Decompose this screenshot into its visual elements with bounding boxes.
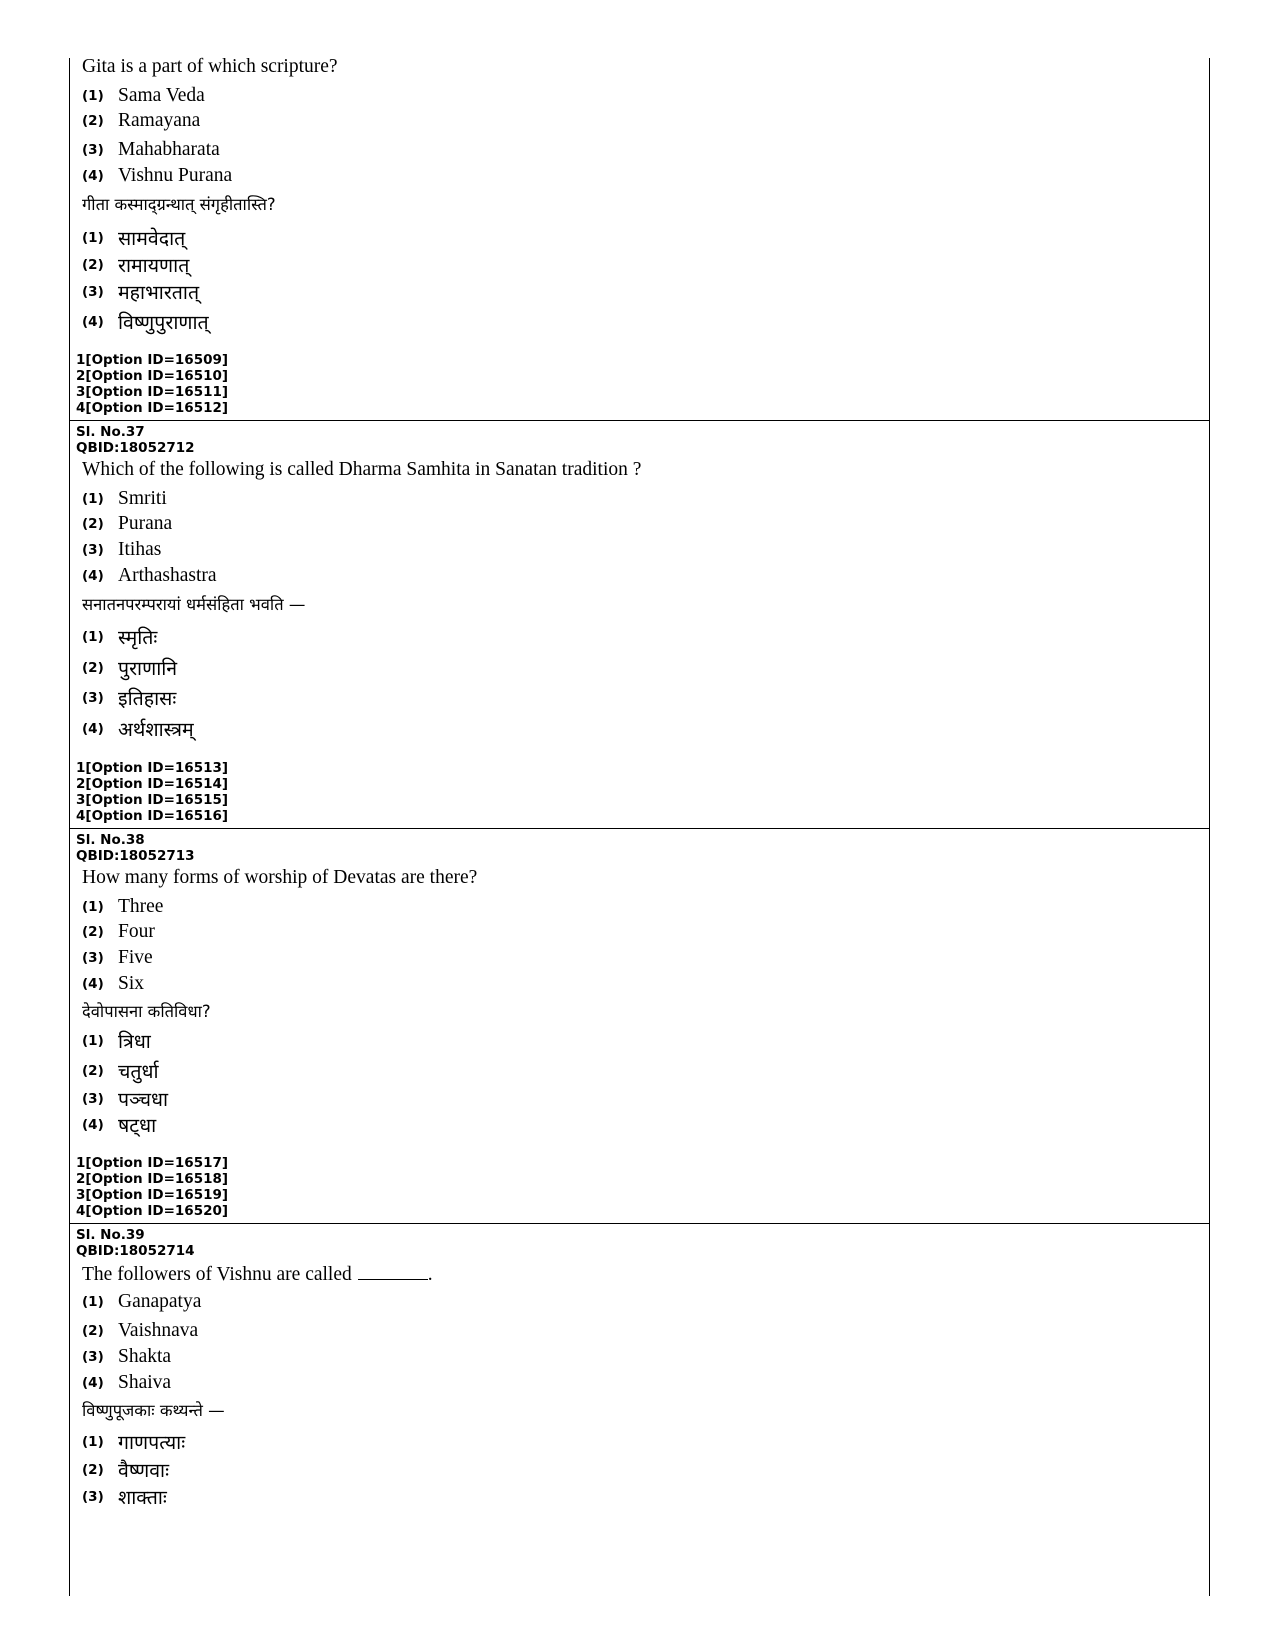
question-text-hi: गीता कस्माद्ग्रन्थात् संगृहीतास्ति?	[82, 195, 276, 214]
option-number: (4)	[82, 1375, 104, 1391]
serial-number: Sl. No.37	[76, 424, 145, 440]
option-text: पुराणानि	[118, 659, 178, 680]
option-ids	[76, 352, 228, 416]
option-number: (1)	[82, 491, 104, 507]
option-id: 1[Option ID=16513]	[76, 760, 229, 776]
option-id: 1[Option ID=16517]	[76, 1155, 229, 1171]
option-number: (2)	[82, 1461, 104, 1478]
option-id: 2[Option ID=16514]	[76, 776, 229, 792]
option-3-en	[82, 139, 220, 163]
option-text: अर्थशास्त्रम्	[118, 720, 194, 741]
question-text-en: How many forms of worship of Devatas are there?	[82, 867, 478, 888]
option-text: Vishnu Purana	[118, 165, 233, 186]
option-text: शाक्ताः	[118, 1488, 167, 1509]
option-2-hi	[82, 251, 189, 275]
question-text-hi: सनातनपरम्परायां धर्मसंहिता भवति —	[82, 595, 306, 614]
option-number: (2)	[82, 659, 104, 676]
option-text: षट्धा	[118, 1116, 157, 1137]
option-1-hi	[82, 224, 185, 248]
option-text: चतुर्धा	[118, 1062, 159, 1083]
qbid: QBID:18052712	[76, 440, 195, 456]
option-number: (2)	[82, 1062, 104, 1079]
option-number: (2)	[82, 1323, 104, 1339]
option-3-en	[82, 1346, 171, 1370]
option-text: गाणपत्याः	[118, 1433, 186, 1454]
option-id: 2[Option ID=16510]	[76, 368, 229, 384]
question-paper-page	[69, 58, 1210, 1596]
option-text: Ramayana	[118, 110, 201, 131]
option-1-hi	[82, 623, 157, 647]
question-37	[70, 424, 1209, 828]
option-number: (3)	[82, 689, 104, 706]
option-2-en	[82, 921, 155, 945]
option-4-en	[82, 165, 232, 189]
option-2-hi	[82, 654, 177, 678]
option-text: Arthashastra	[118, 565, 217, 586]
serial-number: Sl. No.38	[76, 832, 145, 848]
option-4-hi	[82, 308, 209, 332]
option-text: Shakta	[118, 1346, 172, 1367]
question-text-hi: देवोपासना कतिविधा?	[82, 1002, 211, 1021]
option-2-hi	[82, 1456, 169, 1480]
option-number: (1)	[82, 628, 104, 645]
option-text: वैष्णवाः	[118, 1461, 170, 1482]
option-number: (3)	[82, 1090, 104, 1107]
option-text: महाभारतात्	[118, 283, 200, 304]
option-3-hi	[82, 278, 199, 302]
option-text: Purana	[118, 513, 173, 534]
option-2-en	[82, 1320, 198, 1344]
option-id: 4[Option ID=16520]	[76, 1203, 229, 1219]
option-id: 2[Option ID=16518]	[76, 1171, 229, 1187]
option-text: इतिहासः	[118, 689, 177, 710]
option-id: 3[Option ID=16511]	[76, 384, 229, 400]
question-divider	[70, 1223, 1209, 1224]
option-3-hi	[82, 1483, 167, 1507]
option-number: (3)	[82, 950, 104, 966]
option-number: (1)	[82, 899, 104, 915]
option-4-hi	[82, 1111, 156, 1135]
option-number: (4)	[82, 1116, 104, 1133]
qbid: QBID:18052713	[76, 848, 195, 864]
option-4-en	[82, 1372, 171, 1396]
option-text: Mahabharata	[118, 139, 220, 160]
option-3-hi	[82, 684, 176, 708]
answer-blank	[358, 1261, 428, 1280]
option-id: 1[Option ID=16509]	[76, 352, 229, 368]
option-text: रामायणात्	[118, 256, 190, 277]
option-1-hi	[82, 1428, 185, 1452]
question-text: The followers of Vishnu are called	[82, 1264, 352, 1285]
option-text: Smriti	[118, 488, 167, 509]
option-text: Itihas	[118, 539, 162, 560]
option-1-en	[82, 1291, 201, 1315]
option-text: Four	[118, 921, 155, 942]
question-divider	[70, 828, 1209, 829]
option-1-en	[82, 488, 167, 512]
option-number: (4)	[82, 313, 104, 330]
option-number: (3)	[82, 1349, 104, 1365]
option-number: (2)	[82, 256, 104, 273]
option-number: (3)	[82, 283, 104, 300]
question-header	[76, 832, 195, 864]
option-1-en	[82, 85, 205, 109]
question-header	[76, 424, 195, 456]
option-text: Six	[118, 973, 145, 994]
option-id: 4[Option ID=16512]	[76, 400, 229, 416]
question-divider	[70, 420, 1209, 421]
option-number: (2)	[82, 113, 104, 129]
option-number: (1)	[82, 229, 104, 246]
option-4-hi	[82, 715, 194, 739]
question-text-en	[82, 1261, 433, 1287]
option-2-en	[82, 110, 200, 134]
option-text: Ganapatya	[118, 1291, 202, 1312]
option-number: (3)	[82, 142, 104, 158]
option-2-en	[82, 513, 172, 537]
option-ids	[76, 1155, 228, 1219]
option-text: Shaiva	[118, 1372, 172, 1393]
question-text-en: Gita is a part of which scripture?	[82, 56, 338, 77]
question-header	[76, 1227, 195, 1259]
option-number: (1)	[82, 88, 104, 104]
option-2-hi	[82, 1057, 159, 1081]
option-4-en	[82, 565, 217, 589]
option-text: Three	[118, 896, 164, 917]
question-39	[70, 1227, 1209, 1596]
option-number: (4)	[82, 168, 104, 184]
option-1-hi	[82, 1027, 151, 1051]
option-text: Five	[118, 947, 153, 968]
option-text: Sama Veda	[118, 85, 205, 106]
option-number: (4)	[82, 568, 104, 584]
serial-number: Sl. No.39	[76, 1227, 145, 1243]
option-number: (1)	[82, 1032, 104, 1049]
option-ids	[76, 760, 228, 824]
option-number: (2)	[82, 924, 104, 940]
option-4-en	[82, 973, 144, 997]
question-36	[70, 58, 1209, 420]
option-id: 4[Option ID=16516]	[76, 808, 229, 824]
question-38	[70, 832, 1209, 1228]
option-number: (3)	[82, 542, 104, 558]
option-number: (4)	[82, 720, 104, 737]
option-id: 3[Option ID=16519]	[76, 1187, 229, 1203]
option-number: (1)	[82, 1433, 104, 1450]
option-number: (4)	[82, 976, 104, 992]
option-3-hi	[82, 1085, 168, 1109]
option-text: विष्णुपुराणात्	[118, 313, 209, 334]
option-number: (1)	[82, 1294, 104, 1310]
option-text: सामवेदात्	[118, 229, 186, 250]
option-number: (3)	[82, 1488, 104, 1505]
option-text: स्मृतिः	[118, 628, 158, 649]
question-text-hi: विष्णुपूजकाः कथ्यन्ते —	[82, 1401, 225, 1420]
option-3-en	[82, 539, 161, 563]
option-number: (2)	[82, 516, 104, 532]
option-text: त्रिधा	[118, 1032, 151, 1053]
option-id: 3[Option ID=16515]	[76, 792, 229, 808]
option-text: पञ्चधा	[118, 1090, 168, 1111]
option-1-en	[82, 896, 163, 920]
question-end: .	[427, 1264, 433, 1285]
qbid: QBID:18052714	[76, 1243, 195, 1259]
option-text: Vaishnava	[118, 1320, 199, 1341]
option-3-en	[82, 947, 153, 971]
question-text-en: Which of the following is called Dharma Samhita in Sanatan tradition ?	[82, 459, 642, 480]
